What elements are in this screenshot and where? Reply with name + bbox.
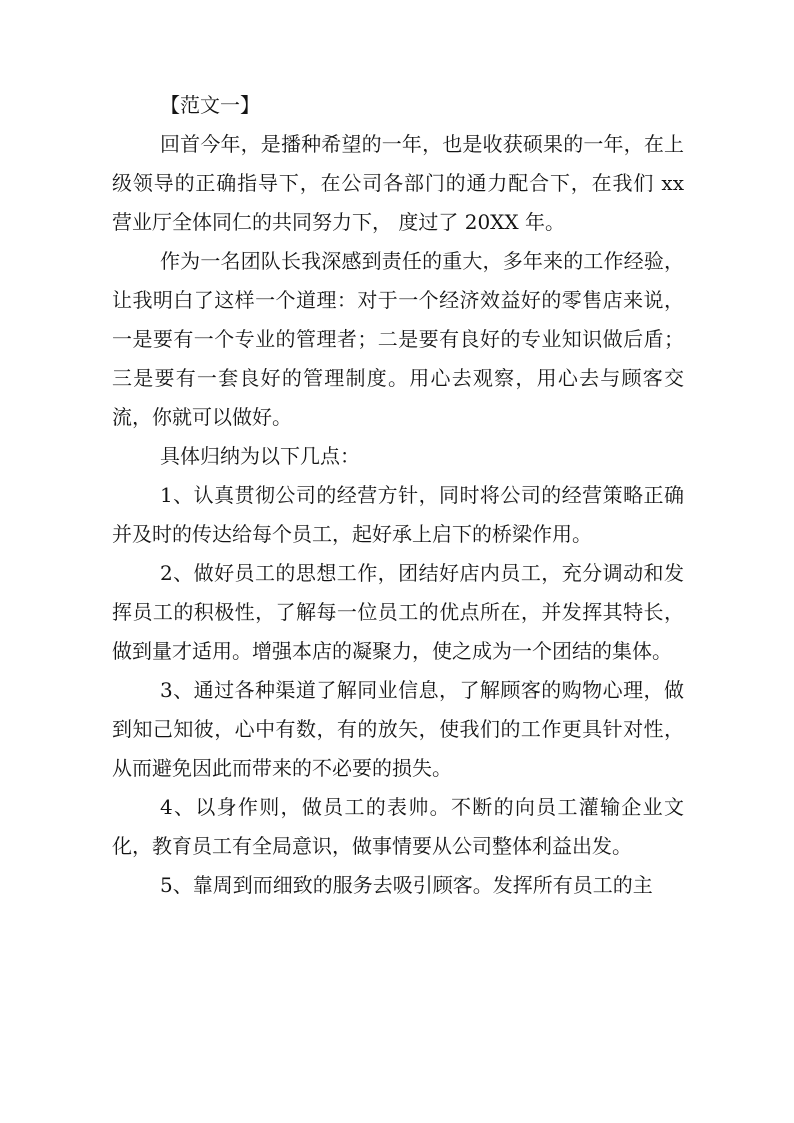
paragraph-intro: 回首今年，是播种希望的一年，也是收获硕果的一年，在上级领导的正确指导下，在公司各部门的通力配合下，在我们 xx 营业厅全体同仁的共同努力下， 度过了 20XX 年。 (112, 132, 684, 234)
list-item-3: 3、通过各种渠道了解同业信息，了解顾客的购物心理，做到知己知彼，心中有数，有的放矢，使我们的工作更具针对性，从而避免因此而带来的不必要的损失。 (112, 678, 684, 780)
section-heading: 【范文一】 (160, 93, 260, 117)
list-item-4: 4、以身作则，做员工的表帅。不断的向员工灌输企业文化，教育员工有全局意识，做事情要从公司整体利益出发。 (112, 795, 684, 858)
paragraph-experience: 作为一名团队长我深感到责任的重大，多年来的工作经验，让我明白了这样一个道理：对于一个经济效益好的零售店来说，一是要有一个专业的管理者；二是要有良好的专业知识做后盾；三是要有一套良好的管理制度。用心去观察，用心去与顾客交流，你就可以做好。 (112, 249, 684, 429)
paragraph-summary-lead: 具体归纳为以下几点： (160, 444, 360, 468)
list-item-2: 2、做好员工的思想工作，团结好店内员工，充分调动和发挥员工的积极性，了解每一位员工的优点所在，并发挥其特长，做到量才适用。增强本店的凝聚力，使之成为一个团结的集体。 (112, 561, 684, 663)
document-body (112, 86, 684, 905)
list-item-1: 1、认真贯彻公司的经营方针，同时将公司的经营策略正确并及时的传达给每个员工，起好承上启下的桥梁作用。 (112, 483, 684, 546)
list-item-5: 5、靠周到而细致的服务去吸引顾客。发挥所有员工的主 (160, 873, 653, 897)
